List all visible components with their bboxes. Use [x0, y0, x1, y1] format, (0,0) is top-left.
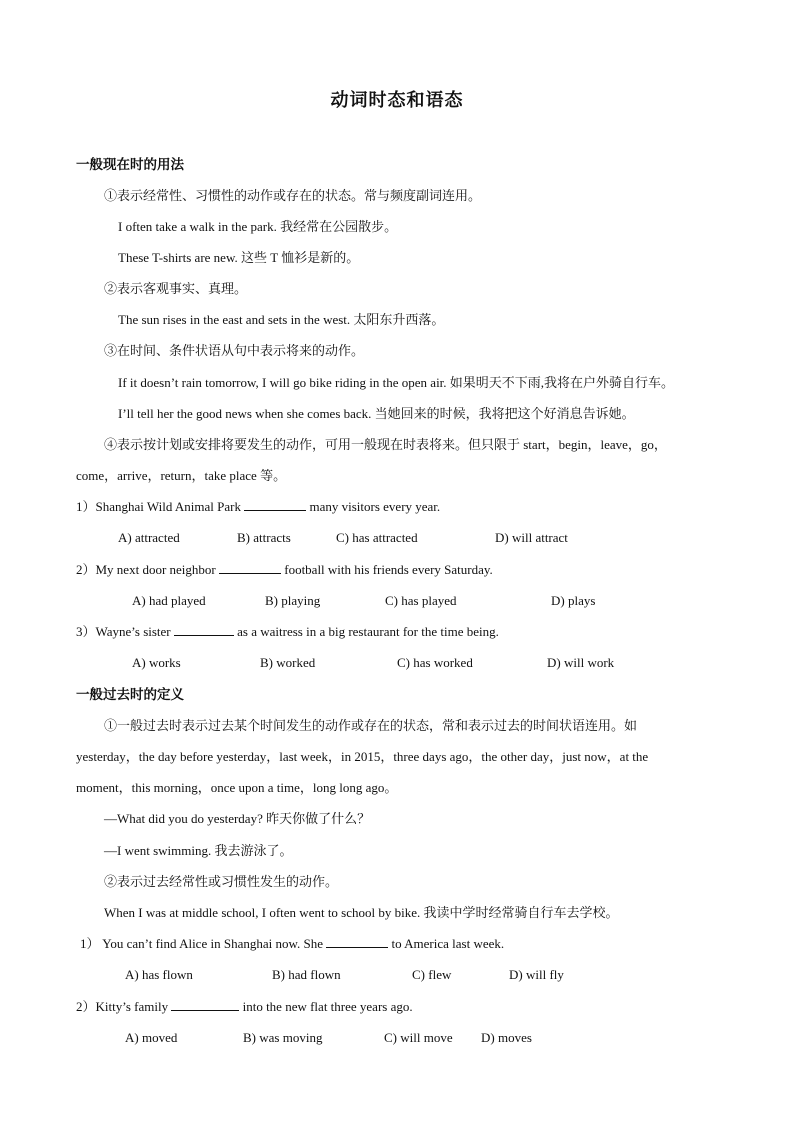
answer-blank — [219, 561, 281, 574]
question-stem: as a waitress in a big restaurant for the time being. — [237, 624, 499, 639]
rule-text: moment，this morning，once upon a time，long long ago。 — [76, 780, 398, 795]
answer-blank — [326, 935, 388, 948]
question-stem: football with his friends every Saturday. — [284, 562, 493, 577]
answer-blank — [174, 623, 234, 636]
option-a: A) had played — [132, 593, 206, 608]
question-stem: 3）Wayne’s sister — [76, 624, 171, 639]
option-c: C) will move — [384, 1030, 453, 1045]
question-2 — [76, 561, 493, 579]
question-stem: 1）Shanghai Wild Animal Park — [76, 499, 241, 514]
answer-blank — [244, 498, 306, 511]
option-c: C) has played — [385, 593, 457, 608]
option-b: B) was moving — [243, 1030, 323, 1045]
option-a: A) moved — [125, 1030, 178, 1045]
option-c: C) flew — [412, 967, 452, 982]
option-b: B) playing — [265, 593, 321, 608]
rule-text: ②表示客观事实、真理。 — [104, 281, 248, 296]
example-sentence: The sun rises in the east and sets in the west. 太阳东升西落。 — [118, 312, 445, 327]
option-d: D) will fly — [509, 967, 564, 982]
rule-text: ②表示过去经常性或习惯性发生的动作。 — [104, 874, 339, 889]
option-b: B) worked — [260, 655, 316, 670]
question-stem: to America last week. — [391, 936, 505, 951]
rule-text: yesterday，the day before yesterday，last week，in 2015，three days ago，the other day，just now，at the — [76, 749, 649, 764]
rule-text: ①表示经常性、习惯性的动作或存在的状态。常与频度副词连用。 — [104, 188, 482, 203]
option-a: A) works — [132, 655, 181, 670]
option-d: D) moves — [481, 1030, 532, 1045]
option-a: A) attracted — [118, 530, 180, 545]
option-d: D) will attract — [495, 530, 568, 545]
answer-blank — [171, 998, 239, 1011]
question-3 — [76, 623, 499, 641]
option-c: C) has attracted — [336, 530, 418, 545]
question-2 — [76, 998, 413, 1016]
section-heading-past-simple: 一般过去时的定义 — [76, 687, 184, 702]
question-1 — [76, 498, 440, 516]
rule-text: ③在时间、条件状语从句中表示将来的动作。 — [104, 343, 365, 358]
option-d: D) plays — [551, 593, 596, 608]
option-b: B) attracts — [237, 530, 291, 545]
page-title: 动词时态和语态 — [330, 90, 464, 110]
section-heading-present-simple: 一般现在时的用法 — [76, 157, 184, 172]
example-sentence: If it doesn’t rain tomorrow, I will go bike riding in the open air. 如果明天不下雨,我将在户外骑自行车。 — [118, 375, 675, 390]
rule-text: ④表示按计划或安排将要发生的动作，可用一般现在时表将来。但只限于 start，begin，leave，go， — [104, 437, 667, 452]
example-sentence: I often take a walk in the park. 我经常在公园散步。 — [118, 219, 398, 234]
question-stem: 1） You can’t find Alice in Shanghai now. She — [80, 936, 324, 951]
option-b: B) had flown — [272, 967, 341, 982]
option-d: D) will work — [547, 655, 615, 670]
option-a: A) has flown — [125, 967, 193, 982]
example-sentence: When I was at middle school, I often went to school by bike. 我读中学时经常骑自行车去学校。 — [104, 905, 619, 920]
question-1 — [80, 935, 504, 953]
rule-text: come，arrive，return，take place 等。 — [76, 468, 287, 483]
example-sentence: I’ll tell her the good news when she comes back. 当她回来的时候，我将把这个好消息告诉她。 — [118, 406, 635, 421]
rule-text: ①一般过去时表示过去某个时间发生的动作或存在的状态，常和表示过去的时间状语连用。如 — [104, 718, 638, 733]
example-sentence: These T-shirts are new. 这些 T 恤衫是新的。 — [118, 250, 360, 265]
question-stem: many visitors every year. — [309, 499, 441, 514]
question-stem: into the new flat three years ago. — [242, 999, 413, 1014]
example-sentence: —I went swimming. 我去游泳了。 — [104, 843, 293, 858]
question-stem: 2）My next door neighbor — [76, 562, 216, 577]
example-sentence: —What did you do yesterday? 昨天你做了什么？ — [104, 811, 371, 826]
question-stem: 2）Kitty’s family — [76, 999, 169, 1014]
option-c: C) has worked — [397, 655, 473, 670]
